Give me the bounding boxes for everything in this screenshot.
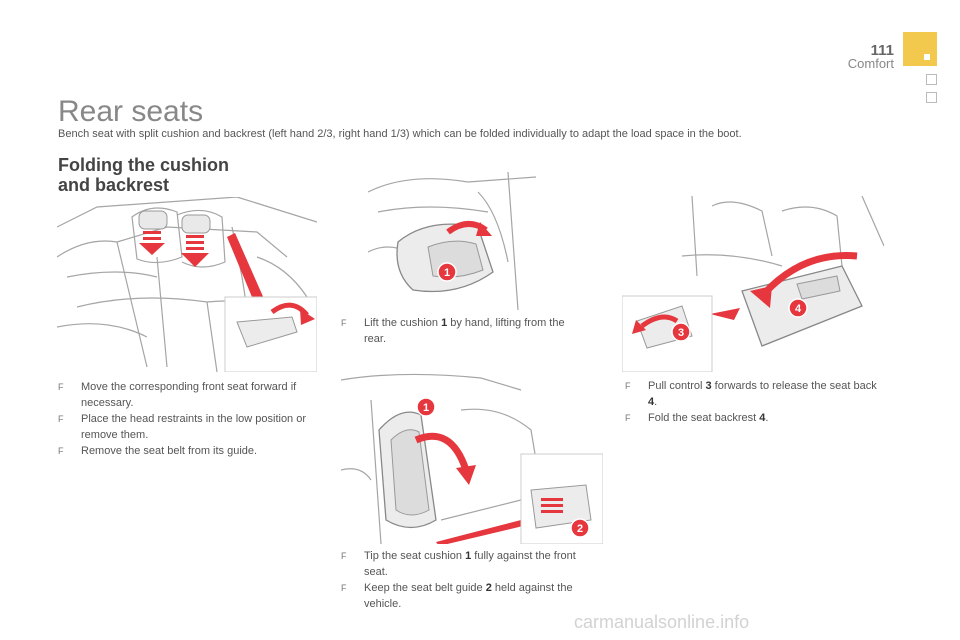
col3-item xyxy=(625,378,885,410)
text-part: . xyxy=(654,396,658,408)
figure-tip-cushion xyxy=(341,370,603,544)
ref-number: 1 xyxy=(465,550,472,562)
section-title-line2: and backrest xyxy=(58,175,170,195)
col1-item-text: Remove the seat belt from its guide. xyxy=(81,445,258,457)
callout-3-label: 3 xyxy=(677,327,685,339)
text-part: fully against the front seat. xyxy=(364,550,576,578)
col3-instructions xyxy=(625,378,885,426)
col2-step-a xyxy=(341,315,581,347)
figure-head-restraints xyxy=(57,197,317,372)
col1-item xyxy=(58,443,320,459)
section-title-line1: Folding the cushion xyxy=(58,155,229,175)
bullet-icon: F xyxy=(625,413,631,423)
tab-dot xyxy=(924,54,930,60)
bullet-icon: F xyxy=(341,583,347,593)
ref-number: 2 xyxy=(485,582,492,594)
chapter-tab-empty-2[interactable] xyxy=(926,92,937,103)
bullet-icon: F xyxy=(625,381,631,391)
text-part: Lift the cushion xyxy=(364,317,442,329)
col2-item xyxy=(341,548,581,580)
col1-item-text: Place the head restraints in the low position or remove them. xyxy=(81,413,307,441)
figure-lift-cushion xyxy=(368,172,536,310)
text-part: Keep the seat belt guide xyxy=(364,582,486,594)
ref-number: 4 xyxy=(648,396,655,408)
text-part: . xyxy=(765,412,769,424)
col1-item xyxy=(58,411,320,443)
section-title xyxy=(58,155,288,195)
page-subtitle: Bench seat with split cushion and backrest (left hand 2/3, right hand 1/3) which can be folded individually to adapt the load space in the boot. xyxy=(58,128,742,140)
callout-4-label: 4 xyxy=(794,303,802,315)
bullet-icon: F xyxy=(58,446,64,456)
bullet-icon: F xyxy=(341,318,347,328)
text-part: Fold the seat backrest xyxy=(648,412,760,424)
col1-item-text: Move the corresponding front seat forward if necessary. xyxy=(81,381,297,409)
text-part: Tip the seat cushion xyxy=(364,550,466,562)
col3-item xyxy=(625,410,885,426)
chapter-tab[interactable] xyxy=(903,32,937,66)
text-part: Pull control xyxy=(648,380,706,392)
figure-fold-backrest xyxy=(622,196,884,372)
bullet-icon: F xyxy=(341,551,347,561)
col1-item xyxy=(58,379,320,411)
callout-1b-label: 1 xyxy=(422,402,430,414)
callout-1-label: 1 xyxy=(443,267,451,279)
col2-item xyxy=(341,580,581,612)
col1-instructions xyxy=(58,379,320,459)
col2-item xyxy=(341,315,581,347)
col2-step-bc xyxy=(341,548,581,612)
ref-number: 3 xyxy=(705,380,712,392)
text-part: forwards to release the seat back xyxy=(711,380,877,392)
ref-number: 1 xyxy=(441,317,448,329)
callout-2-label: 2 xyxy=(576,523,584,535)
text-part: held against the vehicle. xyxy=(364,582,573,610)
chapter-tab-empty-1[interactable] xyxy=(926,74,937,85)
watermark: carmanualsonline.info xyxy=(574,612,750,632)
text-part: by hand, lifting from the rear. xyxy=(364,317,565,345)
ref-number: 4 xyxy=(759,412,766,424)
chapter-label: Comfort xyxy=(847,56,894,71)
bullet-icon: F xyxy=(58,414,64,424)
page-title: Rear seats xyxy=(58,95,204,128)
page-number: 111 xyxy=(870,42,894,59)
bullet-icon: F xyxy=(58,382,64,392)
